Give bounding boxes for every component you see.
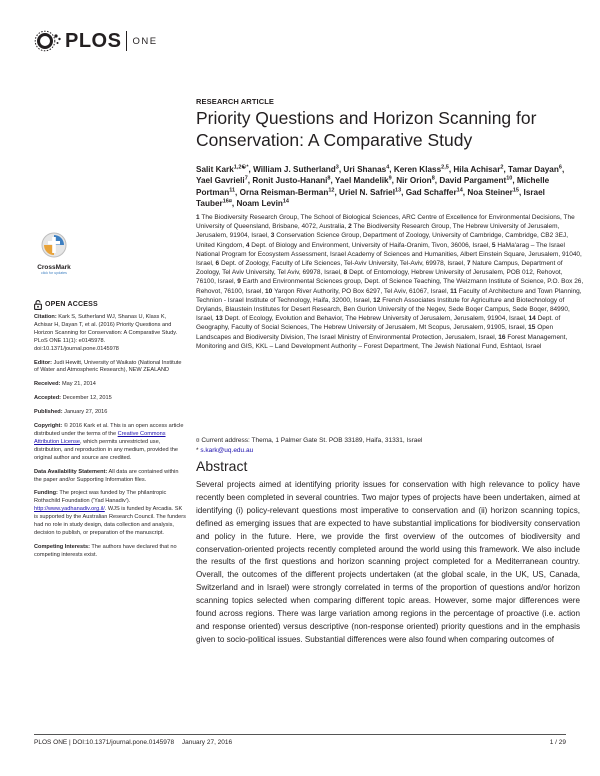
author-affiliation-marker: 15 — [512, 187, 519, 194]
author-name[interactable]: David Pargament — [439, 176, 507, 186]
crossmark-label: CrossMark — [37, 264, 71, 271]
affiliation-text: Dept. of Biology and Environment, University of Haifa-Oranim, Tivon, 36006, Israel, — [251, 241, 492, 249]
copyright-text-b: , which permits unrestricted use, distribution, and reproduction in any medium, provided the original author and source are credited. — [34, 438, 178, 461]
open-access-badge — [34, 300, 186, 310]
affiliation-text: Dept. of Entomology, Hebrew University of Jerusalem, POB 012, Rehovot, 76100, Israel, — [196, 269, 563, 286]
author-affiliation-marker: 11 — [229, 187, 236, 194]
accepted-block — [34, 395, 186, 403]
affiliation-text: Faculty of Architecture and Town Planning, Technion - Israel Institute of Technology, Haifa, 32000, Israel, — [196, 287, 582, 304]
open-access-label: OPEN ACCESS — [45, 301, 98, 309]
affiliation-number: 12 — [373, 296, 383, 304]
author-affiliation-marker: 4 — [386, 164, 390, 171]
received-label: Received: — [34, 381, 61, 388]
plos-logo[interactable] — [34, 28, 158, 54]
funding-block — [34, 490, 186, 537]
copyright-label: Copyright: — [34, 423, 63, 430]
author-name[interactable]: Yael Gavrieli — [196, 176, 245, 186]
author-affiliation-marker: 2,5 — [441, 164, 449, 171]
accepted-label: Accepted: — [34, 395, 62, 402]
affiliation-text: Dept. of Zoology, Faculty of Life Sciences, Tel-Aviv University, Tel-Aviv, 69978, Israel, — [220, 260, 467, 268]
plos-logo-mark-icon — [34, 30, 62, 52]
competing-interests-text: The authors have declared that no competing interests exist. — [34, 543, 177, 558]
affiliation-text: French Associates Institute for Agriculture and Biotechnology of Drylands, Blaustein Institutes for Desert Research, Ben Gurion University of the Negev, Sede Boqer Campus, Sede Boqer, 84990, Israel, — [196, 296, 570, 323]
author-name[interactable]: Nir Orion — [396, 176, 432, 186]
plos-logo-word: PLOS — [65, 29, 122, 52]
author-name[interactable]: Ronit Justo-Hanani — [252, 176, 328, 186]
author-affiliation-marker: 2 — [500, 164, 504, 171]
page-number: 1 / 29 — [549, 739, 566, 746]
affiliation-text: HaMa'arag – The Israel National Program for Ecosystem Assessment, Israel Academy of Sciences and Humanities, Albert Einstein Square, Jerusalem, 91040, Israel, — [196, 241, 582, 268]
affiliation-list — [196, 213, 584, 351]
competing-interests-block — [34, 544, 186, 560]
affiliation-number: 15 — [528, 324, 538, 332]
author-name[interactable]: Salit Kark — [196, 165, 234, 174]
affiliation-number: 5 — [491, 241, 498, 249]
affiliation-text: Conservation Science Group, Department of Zoology, University of Cambridge, Cambridge, CB2 3EJ, United Kingdom, — [196, 232, 569, 249]
author-affiliation-marker: 3 — [335, 164, 339, 171]
email-prefix: * — [196, 447, 199, 454]
data-availability-label: Data Availability Statement: — [34, 468, 108, 475]
current-address: ¤ Current address: Thema, 1 Palmer Gate St. POB 33189, Haifa, 31331, Israel — [196, 437, 423, 444]
affiliation-text: Forest Management, Monitoring and GIS, KKL – Land Development Authority – Forest Department, The Jewish National Fund, Eshtaol, Israel — [196, 333, 568, 350]
author-name[interactable]: Keren Klass — [393, 165, 442, 174]
author-affiliation-marker: 10 — [506, 175, 513, 182]
affiliation-number: 7 — [466, 260, 473, 268]
article-info-sidebar — [34, 300, 186, 566]
copyright-text-a: © 2016 Kark et al. This is an open access article distributed under the terms of the — [34, 423, 184, 437]
author-affiliation-marker: 12 — [328, 187, 335, 194]
author-affiliation-marker: 8 — [431, 175, 435, 182]
crossmark-sublabel: click for updates — [41, 271, 67, 275]
author-name[interactable]: William J. Sutherland — [253, 165, 336, 174]
funding-link[interactable]: http://www.yadhanadiv.org.il/ — [34, 506, 105, 513]
affiliation-text: Yarqon River Authority, PO Box 6297, Tel Aviv, 61067, Israel, — [274, 287, 451, 295]
abstract-heading: Abstract — [196, 458, 248, 474]
affiliation-number: 14 — [528, 315, 538, 323]
funding-text-a: The project was funded by The philantropic Rothschild Foundation ('Yad Hanadiv'). — [34, 490, 167, 505]
affiliation-number: 2 — [348, 223, 354, 231]
author-affiliation-marker: 16¤ — [222, 198, 232, 205]
abstract-text: Several projects aimed at identifying priority issues for conservation with high relevance to policy have recently been completed in several countries. Two major types of projects have been undertaken, aimed at identifying (i) policy-relevant questions most imperative to conservation and (ii) horizon scanning topics, defined as emerging issues that are expected to have substantial implications for biodiversity conservation and policy in the future. Here, we provide the first overview of the outcomes of biodiversity and conservation-oriented projects recently completed around the world using this framework. We also include the results of the first questions and horizon scanning project completed for a Mediterranean country. Overall, the outcomes of the different projects undertaken (at the global scale, in the UK, US, Canada, Switzerland and in Israel) were strongly correlated in terms of the proportion of questions and/or horizon scanning topics selected when comparing different topic areas. However, some major differences were found across regions. There was large variation among regions in the percentage of proactive (i.e. action and response oriented) versus descriptive (non-response oriented) priority questions and in the emphasis given to socio-political issues. Substantial differences were also found when comparing outcomes of — [196, 480, 580, 644]
editor-block — [34, 360, 186, 376]
data-availability-block — [34, 469, 186, 485]
funding-label: Funding: — [34, 490, 58, 497]
citation-label: Citation: — [34, 314, 57, 320]
affiliation-number: 3 — [270, 232, 277, 240]
open-lock-icon — [34, 300, 42, 310]
journal-name: ONE — [132, 35, 158, 47]
affiliation-text: Earth and Environmental Sciences group, Dept. of Science Teaching, The Weizmann Institute of Science, P.O. Box 26, Rehovot, 76100, Israel, — [196, 278, 584, 295]
logo-separator — [126, 31, 127, 51]
crossmark-icon — [41, 232, 67, 263]
author-name[interactable]: Michelle Portman — [196, 176, 550, 197]
affiliation-text: The Biodiversity Research Group, The Hebrew University of Jerusalem, Jerusalem, 91904, Israel, — [196, 223, 560, 240]
author-affiliation-marker: 8 — [327, 175, 331, 182]
affiliation-number: 6 — [215, 260, 221, 268]
article-title: Priority Questions and Horizon Scanning for Conservation: A Comparative Study — [196, 108, 537, 150]
crossmark-badge[interactable] — [34, 232, 74, 275]
footer-doi: PLOS ONE | DOI:10.1371/journal.pone.0145978 — [34, 739, 175, 746]
author-name[interactable]: Hila Achisar — [453, 165, 501, 174]
affiliation-number: 10 — [265, 287, 275, 295]
license-link[interactable]: Creative Commons Attribution License — [34, 430, 166, 445]
author-affiliation-marker: 14 — [282, 198, 289, 205]
received-block — [34, 381, 186, 389]
corresponding-email — [196, 446, 253, 455]
author-affiliation-marker: 13 — [395, 187, 402, 194]
author-name[interactable]: Noa Steiner — [467, 187, 513, 197]
affiliation-number: 13 — [215, 315, 225, 323]
affiliation-number: 11 — [450, 287, 459, 295]
page-footer — [34, 734, 566, 746]
author-name[interactable]: Israel Tauber — [196, 187, 545, 209]
data-availability-text: All data are contained within the paper and/or Supporting Information files. — [34, 468, 179, 483]
author-affiliation-marker: 6 — [558, 164, 562, 171]
author-name[interactable]: Tamar Dayan — [508, 165, 559, 174]
funding-text-b: . WJS is funded by Arcadia. SK is supported by the Australian Research Council. The funders had no role in study design, data collection and analysis, decision to publish, or preparation of the manuscript. — [34, 506, 186, 536]
published-block — [34, 409, 186, 417]
published-label: Published: — [34, 409, 63, 416]
affiliation-number: 9 — [237, 278, 243, 286]
author-name[interactable]: Gad Schaffer — [405, 187, 457, 197]
footer-date: January 27, 2016 — [181, 739, 233, 746]
email-link[interactable]: s.kark@uq.edu.au — [200, 447, 254, 454]
affiliation-number: 1 — [196, 214, 202, 221]
author-affiliation-marker: 9 — [388, 175, 392, 182]
published-date: January 27, 2016 — [64, 409, 108, 416]
editor-label: Editor: — [34, 359, 53, 366]
author-affiliation-marker: 14 — [456, 187, 463, 194]
author-affiliation-marker: 1,2☯* — [233, 164, 249, 171]
affiliation-text: Dept. of Ecology, Evolution and Behavior, The Hebrew University of Jerusalem, Jerusalem, 91904, Israel, — [224, 315, 529, 323]
competing-interests-label: Competing Interests: — [34, 543, 90, 550]
affiliation-number: 16 — [498, 333, 508, 341]
author-name[interactable]: Noam Levin — [236, 199, 283, 209]
author-name[interactable]: Yael Mandelik — [334, 176, 389, 186]
editor-text: Judi Hewitt, University of Waikato (National Institute of Water and Atmospheric Research), NEW ZEALAND — [34, 359, 182, 374]
affiliation-text: Dept. of Geography, Faculty of Social Sciences, The Hebrew University of Jerusalem, Mt Scopus, Jerusalem, 91905, Israel, — [196, 315, 561, 332]
author-name[interactable]: Uri Shanas — [343, 165, 387, 174]
affiliation-number: 4 — [245, 241, 252, 249]
author-list: Salit Kark$^{1,2☯*}$, William J. Sutherland$^3$, Uri Shanas$^4$, Keren Klass$^{2,5}$, Hila Achisar$^2$, Tamar Dayan$^6$, Yael Gavrieli$^7$, Ronit Justo-Hanani$^8$, Yael Mandelik$^9$, Nir Orion$^8$, David Pargament$^{10}$, Michelle Portman$^{11}$, Orna Reisman-Berman$^{12}$, Uriel N. Safriel$^{13}$, Gad Schaffer$^{14}$, Noa Steiner$^{15}$, Israel Tauber$^{16¤}$, Noam Levin$^{14}$ — [196, 164, 565, 209]
affiliation-text: Nature Campus, Department of Zoology, Tel Aviv University, Tel Aviv, 69978, Israel, — [196, 260, 563, 277]
affiliation-number: 8 — [343, 269, 350, 277]
author-affiliation-marker: 7 — [244, 175, 248, 182]
citation-block — [34, 314, 186, 354]
affiliation-text: Open Landscapes and Biodiversity Division, The Israel Ministry of Environmental Protection, Jerusalem, Israel, — [196, 324, 554, 341]
copyright-block — [34, 423, 186, 463]
received-date: May 21, 2014 — [62, 381, 96, 388]
footer-journal-doi — [34, 739, 232, 746]
article-type: RESEARCH ARTICLE — [196, 97, 274, 106]
accepted-date: December 12, 2015 — [62, 395, 112, 402]
author-name[interactable]: Uriel N. Safriel — [339, 187, 396, 197]
affiliation-text: The Biodiversity Research Group, The School of Biological Sciences, ARC Centre of Excellence for Environmental Decisions, The University of Queensland, Brisbane, 4072, Australia, — [196, 214, 575, 231]
citation-text: Kark S, Sutherland WJ, Shanas U, Klass K, Achisar H, Dayan T, et al. (2016) Priority Questions and Horizon Scanning for Conservation: A Comparative Study. PLoS ONE 11(1): e0145978. doi:10.1371/journal.pone.0145978 — [34, 314, 178, 352]
author-name[interactable]: Orna Reisman-Berman — [239, 187, 329, 197]
